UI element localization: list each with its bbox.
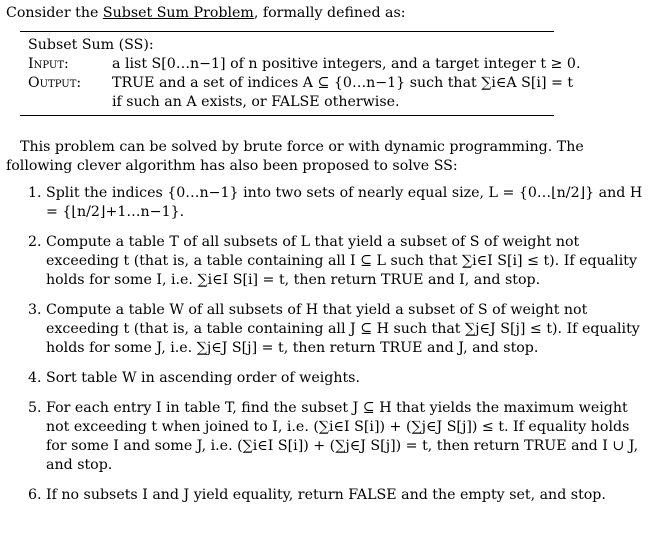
- step-number: 4.: [28, 370, 42, 386]
- input-row: [28, 55, 581, 74]
- step-text: If no subsets I and J yield equality, return FALSE and the empty set, and stop.: [46, 487, 606, 503]
- problem-definition-box: [20, 31, 581, 116]
- algorithm-paragraph: This problem can be solved by brute force or with dynamic programming. The following clever algorithm has also been proposed to solve SS:: [6, 139, 584, 174]
- step-number: 6.: [28, 487, 42, 503]
- step-number: 2.: [28, 234, 42, 250]
- output-row: [28, 74, 574, 93]
- step-number: 3.: [28, 302, 42, 318]
- step-text: For each entry I in table T, find the subset J ⊆ H that yields the maximum weight not exceeding t when joined to I, i.e. (∑i∈I S[i]) + (∑j∈J S[j]) ≤ t. If equality holds for some I and some J, i.e. (∑i∈I S[i]) + (∑j∈J S[j]) = t, then return TRUE and I ∪ J, and stop.: [46, 400, 639, 473]
- input-text: a list S[0…n−1] of n positive integers, and a target integer t ≥ 0.: [112, 56, 581, 72]
- output-continuation: if such an A exists, or FALSE otherwise.: [112, 94, 400, 110]
- step-text: Compute a table W of all subsets of H that yield a subset of S of weight not exceeding t (that is, a table containing all J ⊆ H such that ∑j∈J S[j] ≤ t). If equality holds for some J, i.e. ∑j∈J S[j] = t, then return TRUE and J, and stop.: [46, 302, 640, 356]
- step-item: [6, 233, 654, 290]
- algorithm-steps: [6, 184, 654, 505]
- output-text: TRUE and a set of indices A ⊆ {0…n−1} such that ∑i∈A S[i] = t: [112, 75, 574, 91]
- step-text: Compute a table T of all subsets of L that yield a subset of S of weight not exceeding t (that is, a table containing all I ⊆ L such that ∑i∈I S[i] ≤ t). If equality holds for some I, i.e. ∑i∈I S[i] = t, then return TRUE and I, and stop.: [46, 234, 637, 288]
- step-text: Split the indices {0…n−1} into two sets of nearly equal size, L = {0…⌊n/2⌋} and H = {⌊n/2⌋+1…n−1}.: [46, 185, 643, 220]
- intro-sentence: [6, 4, 654, 23]
- step-item: [6, 399, 654, 475]
- problem-title: Subset Sum (SS):: [28, 37, 154, 53]
- step-item: [6, 486, 654, 505]
- intro-suffix: , formally defined as:: [253, 5, 406, 21]
- step-item: [6, 301, 654, 358]
- step-item: [6, 369, 654, 388]
- step-number: 5.: [28, 400, 42, 416]
- intro-prefix: Consider the: [6, 5, 103, 21]
- step-text: Sort table W in ascending order of weights.: [46, 370, 360, 386]
- step-item: [6, 184, 654, 222]
- input-label: Input:: [28, 56, 69, 72]
- step-number: 1.: [28, 185, 42, 201]
- output-label: Output:: [28, 75, 82, 91]
- subset-sum-link[interactable]: Subset Sum Problem: [102, 5, 254, 21]
